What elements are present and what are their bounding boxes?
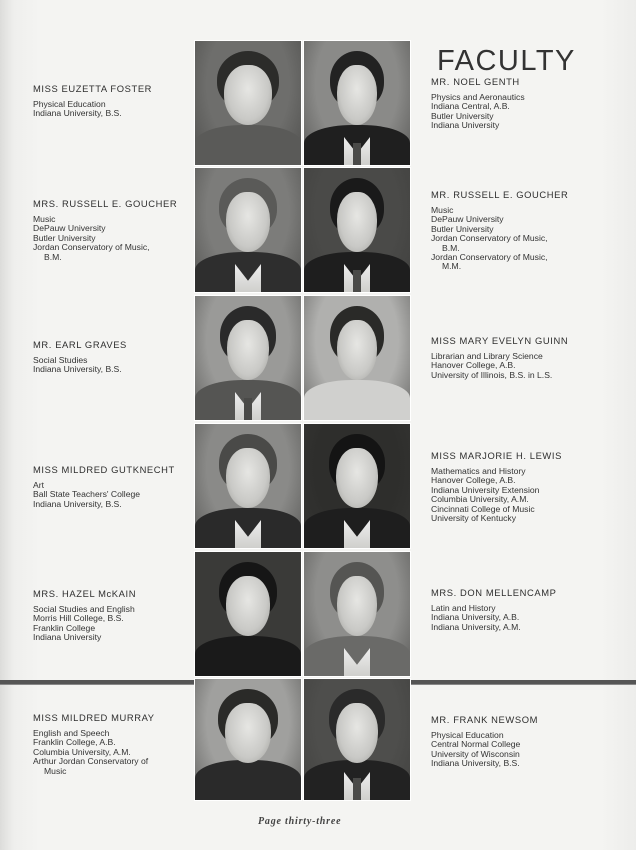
portrait-photo	[303, 40, 411, 166]
faculty-detail: English and Speech	[33, 728, 110, 738]
faculty-detail: Hanover College, A.B.	[431, 360, 516, 371]
portrait-photo	[303, 551, 411, 677]
faculty-detail: Indiana University, A.M.	[431, 621, 521, 632]
faculty-detail: Hanover College, A.B.	[431, 475, 516, 486]
faculty-detail: Indiana University, B.S.	[33, 108, 122, 119]
faculty-name: MRS. RUSSELL E. GOUCHER	[33, 198, 178, 209]
faculty-detail: Indiana University	[431, 120, 500, 131]
faculty-detail: B.M.	[44, 251, 62, 262]
faculty-name: MRS. HAZEL McKAIN	[33, 588, 137, 599]
faculty-name: MR. NOEL GENTH	[431, 76, 520, 87]
faculty-detail: Columbia University, A.M.	[33, 746, 131, 757]
faculty-detail: Librarian and Library Science	[431, 351, 543, 361]
faculty-entry-lewis	[431, 450, 611, 523]
faculty-entry-newsom	[431, 714, 611, 769]
faculty-detail: Columbia University, A.M.	[431, 494, 529, 505]
portrait-photo	[194, 551, 302, 677]
faculty-detail: Arthur Jordan Conservatory of	[33, 756, 149, 767]
faculty-detail: Indiana University, A.B.	[431, 612, 520, 623]
faculty-entry-mellencamp	[431, 587, 611, 632]
faculty-detail: University of Illinois, B.S. in L.S.	[431, 369, 553, 380]
portrait-photo	[194, 678, 302, 801]
page-title: FACULTY	[437, 45, 576, 78]
faculty-name: MISS MILDRED GUTKNECHT	[33, 464, 175, 475]
faculty-detail: Morris Hill College, B.S.	[33, 613, 124, 624]
faculty-detail: Latin and History	[431, 603, 496, 613]
portrait-photo	[303, 678, 411, 801]
faculty-detail: Cincinnati College of Music	[431, 503, 535, 514]
faculty-detail: Central Normal College	[431, 739, 521, 750]
faculty-entry-mrs-goucher	[33, 198, 213, 262]
faculty-detail: B.M.	[442, 242, 460, 253]
faculty-detail: M.M.	[442, 261, 462, 272]
section-divider-right	[407, 680, 636, 684]
portrait-photo	[303, 167, 411, 293]
faculty-detail: Physics and Aeronautics	[431, 92, 525, 102]
faculty-name: MR. RUSSELL E. GOUCHER	[431, 189, 569, 200]
faculty-detail: University of Kentucky	[431, 513, 517, 524]
faculty-entry-murray	[33, 712, 213, 776]
faculty-detail: University of Wisconsin	[431, 748, 520, 759]
faculty-detail: Indiana University, B.S.	[431, 758, 520, 769]
faculty-detail: Music	[44, 765, 67, 776]
faculty-detail: Music	[431, 205, 454, 215]
faculty-name: MR. EARL GRAVES	[33, 339, 127, 350]
faculty-detail: Physical Education	[33, 99, 106, 109]
faculty-detail: DePauw University	[431, 214, 504, 225]
faculty-detail: Butler University	[33, 232, 96, 243]
faculty-detail: Ball State Teachers' College	[33, 489, 141, 500]
faculty-entry-mr-goucher	[431, 189, 611, 272]
faculty-entry-guinn	[431, 335, 611, 380]
portrait-photo	[194, 423, 302, 549]
faculty-entry-graves	[33, 339, 213, 375]
faculty-detail: Indiana University, B.S.	[33, 364, 122, 375]
faculty-detail: Indiana University, B.S.	[33, 498, 122, 509]
faculty-entry-mckain	[33, 588, 213, 643]
faculty-name: MR. FRANK NEWSOM	[431, 714, 538, 725]
faculty-name: MISS MARY EVELYN GUINN	[431, 335, 569, 346]
faculty-detail: Jordan Conservatory of Music,	[431, 233, 548, 244]
faculty-name: MRS. DON MELLENCAMP	[431, 587, 557, 598]
faculty-detail: Franklin College	[33, 622, 96, 633]
faculty-detail: Jordan Conservatory of Music,	[431, 252, 548, 263]
faculty-detail: Indiana Central, A.B.	[431, 101, 510, 112]
faculty-detail: Social Studies and English	[33, 604, 135, 614]
portrait-photo	[303, 295, 411, 421]
faculty-name: MISS MARJORIE H. LEWIS	[431, 450, 562, 461]
faculty-name: MISS MILDRED MURRAY	[33, 712, 155, 723]
faculty-detail: Music	[33, 214, 56, 224]
faculty-detail: Butler University	[431, 223, 494, 234]
portrait-photo	[194, 40, 302, 166]
faculty-name: MISS EUZETTA FOSTER	[33, 83, 153, 94]
faculty-detail: Indiana University	[33, 632, 102, 643]
portrait-photo	[194, 167, 302, 293]
faculty-detail: DePauw University	[33, 223, 106, 234]
faculty-detail: Social Studies	[33, 355, 88, 365]
faculty-detail: Jordan Conservatory of Music,	[33, 242, 150, 253]
page-number: Page thirty-three	[258, 816, 342, 827]
faculty-detail: Art	[33, 480, 44, 490]
faculty-entry-genth	[431, 76, 611, 131]
portrait-photo	[194, 295, 302, 421]
section-divider-left	[0, 680, 195, 684]
faculty-entry-gutknecht	[33, 464, 213, 509]
faculty-entry-foster	[33, 83, 213, 119]
faculty-detail: Butler University	[431, 110, 494, 121]
faculty-detail: Physical Education	[431, 730, 504, 740]
faculty-detail: Indiana University Extension	[431, 484, 540, 495]
faculty-detail: Franklin College, A.B.	[33, 737, 116, 748]
faculty-detail: Mathematics and History	[431, 466, 526, 476]
portrait-photo	[303, 423, 411, 549]
